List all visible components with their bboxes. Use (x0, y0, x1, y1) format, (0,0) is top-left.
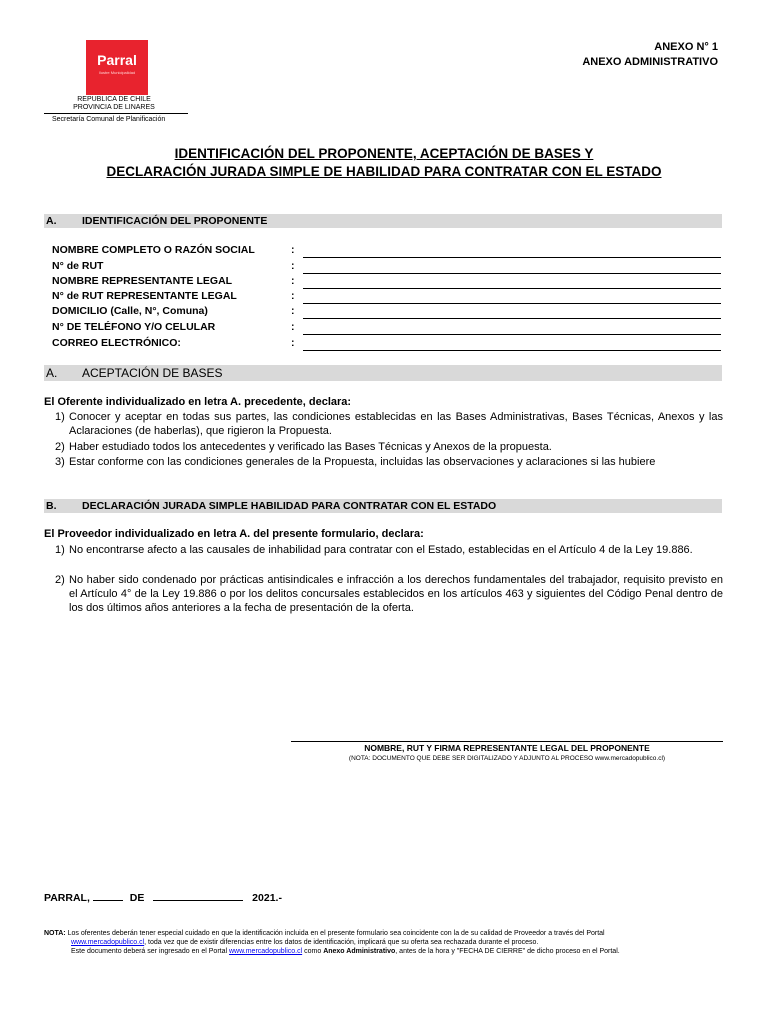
field-label-name: NOMBRE COMPLETO O RAZÓN SOCIAL (52, 244, 255, 256)
header-divider (44, 113, 188, 114)
list-item-text: No encontrarse afecto a las causales de inhabilidad para contratar con el Estado, establecidas en el Artículo 4 de la Ley 19.886. (69, 544, 693, 556)
nota-text-1a: Los oferentes deberán tener especial cuidado en que la identificación incluida en el presente formulario sea coincidente con la de su calidad de Proveedor a través del Portal (67, 930, 605, 937)
field-input-phone[interactable] (303, 334, 721, 335)
field-colon: : (291, 260, 295, 272)
date-de: DE (129, 892, 145, 904)
nota-text-bold: Anexo Administrativo (323, 948, 396, 955)
section-a-header (44, 214, 722, 228)
list-item-text: Estar conforme con las condiciones generales de la Propuesta, incluidas las observaciones y aclaraciones si las hubiere (69, 456, 656, 468)
field-input-legal-rep-rut[interactable] (303, 303, 721, 304)
field-label-address: DOMICILIO (Calle, N°, Comuna) (52, 305, 208, 317)
field-colon: : (291, 275, 295, 287)
field-input-legal-rep[interactable] (303, 288, 721, 289)
field-colon: : (291, 337, 295, 349)
annex-type: ANEXO ADMINISTRATIVO (582, 56, 718, 68)
list-item (55, 455, 723, 469)
section-a-title: IDENTIFICACIÓN DEL PROPONENTE (82, 215, 268, 227)
mercadopublico-link-2[interactable]: www.mercadopublico.cl (229, 948, 303, 955)
date-city: PARRAL, (44, 892, 90, 904)
list-item (55, 543, 723, 557)
section-b-letter: B. (46, 500, 57, 512)
field-label-phone: N° DE TELÉFONO Y/O CELULAR (52, 321, 216, 333)
republic-label: REPUBLICA DE CHILE (77, 96, 151, 103)
list-item-number: 2) (55, 574, 65, 586)
field-colon: : (291, 244, 295, 256)
field-input-email[interactable] (303, 350, 721, 351)
list-item (55, 410, 723, 438)
footer-note (44, 929, 724, 956)
nota-label: NOTA: (44, 930, 66, 937)
date-day-blank[interactable] (93, 900, 123, 901)
field-label-legal-rep: NOMBRE REPRESENTANTE LEGAL (52, 275, 233, 287)
logo-subtext: Ilustre Municipalidad (98, 70, 136, 75)
list-item-number: 1) (55, 411, 65, 423)
logo-text: Parral (97, 52, 137, 68)
list-item-number: 2) (55, 441, 65, 453)
date-year: 2021.- (252, 892, 282, 904)
section-b-title: DECLARACIÓN JURADA SIMPLE HABILIDAD PARA CONTRATAR CON EL ESTADO (82, 500, 497, 512)
section-a2-letter: A. (46, 366, 58, 380)
field-label-legal-rep-rut: N° de RUT REPRESENTANTE LEGAL (52, 290, 237, 302)
list-item (55, 440, 723, 454)
section-a2-header (44, 365, 722, 381)
date-month-blank[interactable] (153, 900, 243, 901)
field-input-address[interactable] (303, 318, 721, 319)
field-colon: : (291, 290, 295, 302)
section-b-intro: El Proveedor individualizado en letra A. del presente formulario, declara: (44, 528, 424, 540)
signature-line[interactable] (291, 741, 723, 742)
field-colon: : (291, 305, 295, 317)
page-title-line2: DECLARACIÓN JURADA SIMPLE DE HABILIDAD PARA CONTRATAR CON EL ESTADO (106, 164, 662, 179)
nota-text-1b: , toda vez que de existir diferencias entre los datos de identificación, implicará que su oferta sea rechazada durante el proceso. (144, 939, 539, 946)
mercadopublico-link-1[interactable]: www.mercadopublico.cl (71, 939, 145, 946)
field-input-name[interactable] (303, 257, 721, 258)
annex-number: ANEXO N° 1 (654, 41, 718, 53)
nota-text-2a: Este documento deberá ser ingresado en el Portal (71, 948, 228, 955)
nota-text-2c: , antes de la hora y "FECHA DE CIERRE" de dicho proceso en el Portal. (395, 948, 620, 955)
field-input-rut[interactable] (303, 273, 721, 274)
list-item-text: Haber estudiado todos los antecedentes y verificado las Bases Técnicas y Anexos de la propuesta. (69, 441, 552, 453)
list-item-text: No haber sido condenado por prácticas antisindicales e infracción a los derechos fundamentales del trabajador, requisito previsto en el Artículo 4° de la Ley 19.886 o por los delitos concursales establecidos en los artículos 463 y siguientes del Código Penal dentro de los dos últimos años anteriores a la fecha de presentación de la oferta. (69, 574, 723, 614)
section-b-header (44, 499, 722, 513)
signature-note: (NOTA: DOCUMENTO QUE DEBE SER DIGITALIZADO Y ADJUNTO AL PROCESO www.mercadopublico.cl) (348, 755, 666, 762)
province-label: PROVINCIA DE LINARES (73, 104, 155, 111)
field-colon: : (291, 321, 295, 333)
page-title-line1: IDENTIFICACIÓN DEL PROPONENTE, ACEPTACIÓN DE BASES Y (174, 146, 594, 161)
list-item-number: 3) (55, 456, 65, 468)
section-a2-intro: El Oferente individualizado en letra A. precedente, declara: (44, 396, 352, 408)
field-label-email: CORREO ELECTRÓNICO: (52, 337, 181, 349)
secretaria-label: Secretaría Comunal de Planificación (52, 116, 166, 123)
section-a-letter: A. (46, 215, 57, 227)
signature-title: NOMBRE, RUT Y FIRMA REPRESENTANTE LEGAL DEL PROPONENTE (364, 743, 650, 753)
nota-text-2b: como (304, 948, 322, 955)
section-a2-title: ACEPTACIÓN DE BASES (82, 366, 223, 380)
field-label-rut: N° de RUT (52, 260, 104, 272)
date-line (44, 892, 282, 904)
list-item-number: 1) (55, 544, 65, 556)
list-item (55, 573, 723, 615)
list-item-text: Conocer y aceptar en todas sus partes, las condiciones establecidas en las Bases Administrativas, Bases Técnicas, Anexos y las Aclaraciones (de haberlas), que rigieron la Propuesta. (69, 411, 723, 437)
